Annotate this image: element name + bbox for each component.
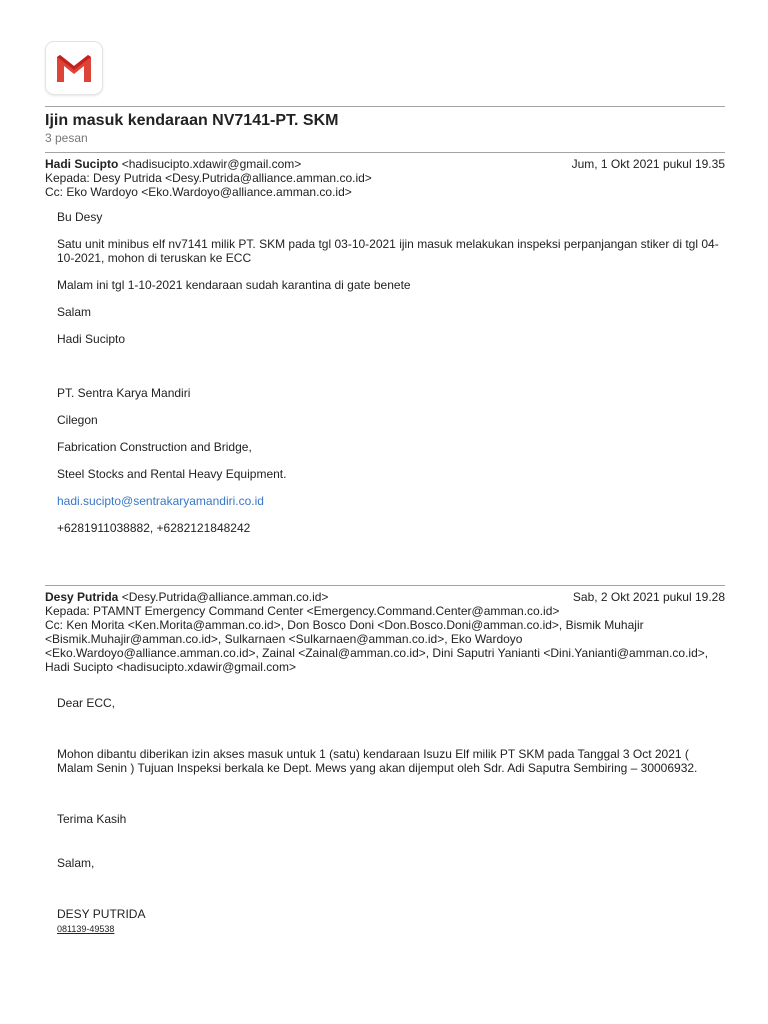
greeting: Dear ECC, bbox=[57, 696, 116, 710]
message-count: 3 pesan bbox=[45, 131, 88, 145]
signature-name: DESY PUTRIDA bbox=[57, 907, 146, 921]
signature-company: PT. Sentra Karya Mandiri bbox=[57, 386, 191, 400]
sender-email[interactable]: <hadisucipto.xdawir@gmail.com> bbox=[121, 157, 302, 171]
sender-email[interactable]: <Desy.Putrida@alliance.amman.co.id> bbox=[121, 590, 329, 604]
sender-name: Hadi Sucipto bbox=[45, 157, 119, 171]
signature-line: Fabrication Construction and Bridge, bbox=[57, 440, 252, 454]
divider bbox=[45, 106, 725, 107]
signature-email-link[interactable]: hadi.sucipto@sentrakaryamandiri.co.id bbox=[57, 494, 264, 508]
message-date: Sab, 2 Okt 2021 pukul 19.28 bbox=[572, 590, 725, 604]
greeting: Bu Desy bbox=[57, 210, 103, 224]
paragraph: Malam ini tgl 1-10-2021 kendaraan sudah karantina di gate benete bbox=[57, 278, 411, 292]
signature-city: Cilegon bbox=[57, 413, 98, 427]
thread-subject: Ijin masuk kendaraan NV7141-PT. SKM bbox=[45, 112, 339, 129]
signature-name: Hadi Sucipto bbox=[57, 332, 126, 346]
message-body bbox=[57, 696, 725, 936]
paragraph: Mohon dibantu diberikan izin akses masuk untuk 1 (satu) kendaraan Isuzu Elf milik PT SKM pada Tanggal 3 Oct 2021 ( Malam Senin ) Tujuan Inspeksi berkala ke Dept. Mews yang akan dijemput oleh Sdr. Adi Saputra Sembiring – 30006932. bbox=[57, 747, 698, 775]
to-line: Kepada: Desy Putrida <Desy.Putrida@alliance.amman.co.id> bbox=[45, 171, 372, 185]
sender-name: Desy Putrida bbox=[45, 590, 119, 604]
signature-phone: 081139-49538 bbox=[57, 924, 115, 934]
paragraph: Satu unit minibus elf nv7141 milik PT. SKM pada tgl 03-10-2021 ijin masuk melakukan inspeksi perpanjangan stiker di tgl 04-10-2021, mohon di teruskan ke ECC bbox=[57, 237, 719, 265]
signature-line: Steel Stocks and Rental Heavy Equipment. bbox=[57, 467, 287, 481]
signature-phones: +6281911038882, +6282121848242 bbox=[57, 521, 251, 535]
to-line: Kepada: PTAMNT Emergency Command Center <Emergency.Command.Center@amman.co.id> bbox=[45, 604, 560, 618]
closing: Salam, bbox=[57, 856, 95, 870]
cc-line: Cc: Ken Morita <Ken.Morita@amman.co.id>, Don Bosco Doni <Don.Bosco.Doni@amman.co.id>, Bismik Muhajir <Bismik.Muhajir@amman.co.id>, Sulkarnaen <Sulkarnaen@amman.co.id>, Eko Wardoyo <Eko.Wardoyo@alliance.amman.co.id>, Zainal <Zainal@amman.co.id>, Dini Saputri Yanianti <Dini.Yanianti@amman.co.id>, Hadi Sucipto <hadisucipto.xdawir@gmail.com> bbox=[45, 618, 709, 674]
gmail-icon bbox=[54, 52, 94, 84]
message-header bbox=[45, 590, 725, 674]
message-date: Jum, 1 Okt 2021 pukul 19.35 bbox=[571, 157, 725, 171]
divider bbox=[45, 585, 725, 586]
message-header bbox=[45, 157, 725, 199]
cc-line: Cc: Eko Wardoyo <Eko.Wardoyo@alliance.amman.co.id> bbox=[45, 185, 352, 199]
closing: Salam bbox=[57, 305, 92, 319]
gmail-logo bbox=[46, 42, 102, 94]
divider bbox=[45, 152, 725, 153]
message-body bbox=[57, 210, 725, 535]
thanks: Terima Kasih bbox=[57, 812, 127, 826]
